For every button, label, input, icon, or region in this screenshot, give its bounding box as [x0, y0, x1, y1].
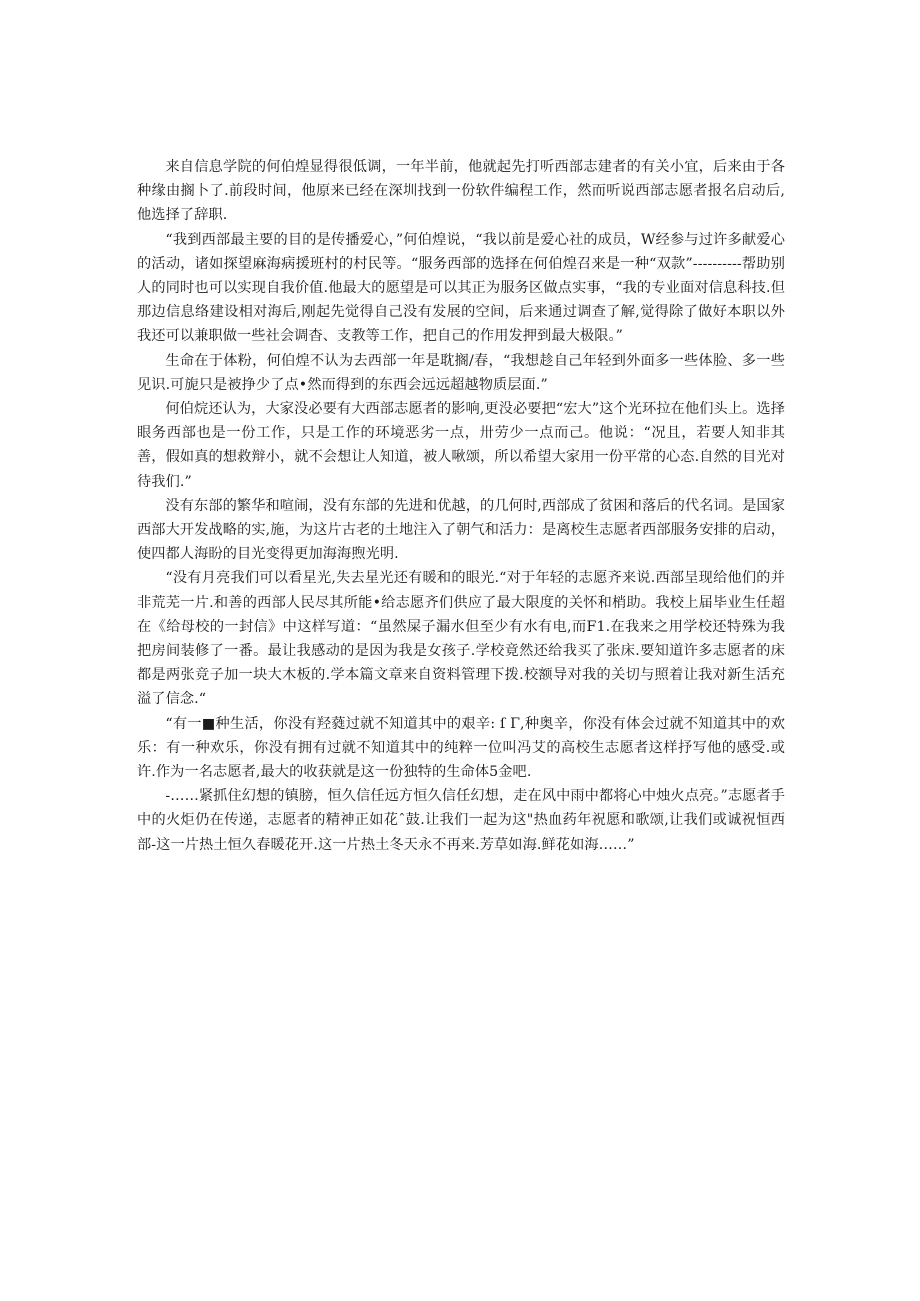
paragraph-8: -……紧抓住幻想的镇膀，恒久信任远方恒久信任幻想，走在风中雨中都将心中烛火点亮。”志愿者手中的火炬仍在传递，志愿者的精神正如花ˆ鼓.让我们一起为这"热血药年祝愿和歌颂,让我们或诚祝恒西部-这一片热土恒久春暖花开.这一片热土冬天永不再来.芳草如海.鲜花如海……”	[137, 788, 785, 853]
paragraph-1: 来自信息学院的何伯煌显得很低调，一年半前，他就起先打听西部志建者的有关小宜，后来由于各种缘由搁卜了.前段时间，他原来已经在深圳找到一份软件编程工作，然而听说西部志愿者报名启动后,他选择了辞职.	[137, 159, 785, 224]
paragraph-4: 何伯烷还认为，大家没必要有大西部志愿者的影响,更没必要把“宏大”这个光环拉在他们头上。选择眼务西部也是一份工作，只是工作的环境恶劣一点，卅劳少一点而己。他说：“况且，若要人知非其善，假如真的想救辩小，就不会想让人知道，被人啾颂，所以希望大家用一份平常的心态.自然的目光对待我们.”	[137, 401, 785, 490]
paragraph-5: 没有东部的繁华和喧闹，没有东部的先进和优越，的几何时,西部成了贫困和落后的代名词。是国家西部大开发战略的实,施，为这片古老的土地注入了朝气和活力：是离校生志愿者西部服务安排的启动，使四都人海盼的目光变得更加海海煦光明.	[137, 497, 785, 563]
paragraph-3: 生命在于体粉，何伯煌不认为去西部一年是耽搁/春，“我想趁自己年轻到外面多一些体脸、多一些见识.可旎只是被挣少了点•然而得到的东西会远远超越物质层面.”	[137, 352, 785, 393]
article-body	[137, 155, 785, 857]
paragraph-7: “有一■种生活，你没有羟蕤过就不知道其中的艰辛: ſ Γ,种奥辛，你没有体会过就不知道其中的欢乐：有一种欢乐，你没有拥有过就不知道其中的纯粹一位叫冯艾的高校生志愿者这样抒写他的感受.或许.作为一名志愿者,最大的收获就是这一份独特的生命体5金吧.	[137, 715, 785, 781]
paragraph-6: “没有月亮我们可以看星光,失去星光还有暖和的眼光.“对于年轻的志愿齐来说.西部呈现给他们的并非荒芜一片.和善的西部人民尽其所能•给志愿齐们供应了最大限度的关怀和梢助。我校上届毕业生任超在《给母校的一封信》中这样写道：“虽然屎子漏水但至少有水有电,而F1.在我来之用学校还特殊为我把房间装修了一番。最让我感动的是因为我是女孩子.学校竟然还给我买了张床.要知道许多志愿者的床都是两张竞子加一块大木板的.学本篇文章来自资料管理下拨.校额导对我的关切与照着让我对新生活充溢了信念.“	[137, 570, 785, 708]
paragraph-2: “我到西部最主要的目的是传播爱心，”何伯煌说，“我以前是爱心社的成员，W经参与过许多献爱心的活动，诸如探望麻海病援班村的村民等。“服务西部的选择在何伯煌召来是一种“双款”----------帮助别人的同时也可以实现自我价值.他最大的愿望是可以其正为服务区做点实事，“我的专业面对信息科技.但那边信息络建设相对海后,刚起先觉得自己没有发展的空间，后来通过调查了解,觉得除了做好本职以外我还可以兼职做一些社会调杳、支教等工作，把自己的作用发押到最大极限。”	[137, 231, 786, 345]
